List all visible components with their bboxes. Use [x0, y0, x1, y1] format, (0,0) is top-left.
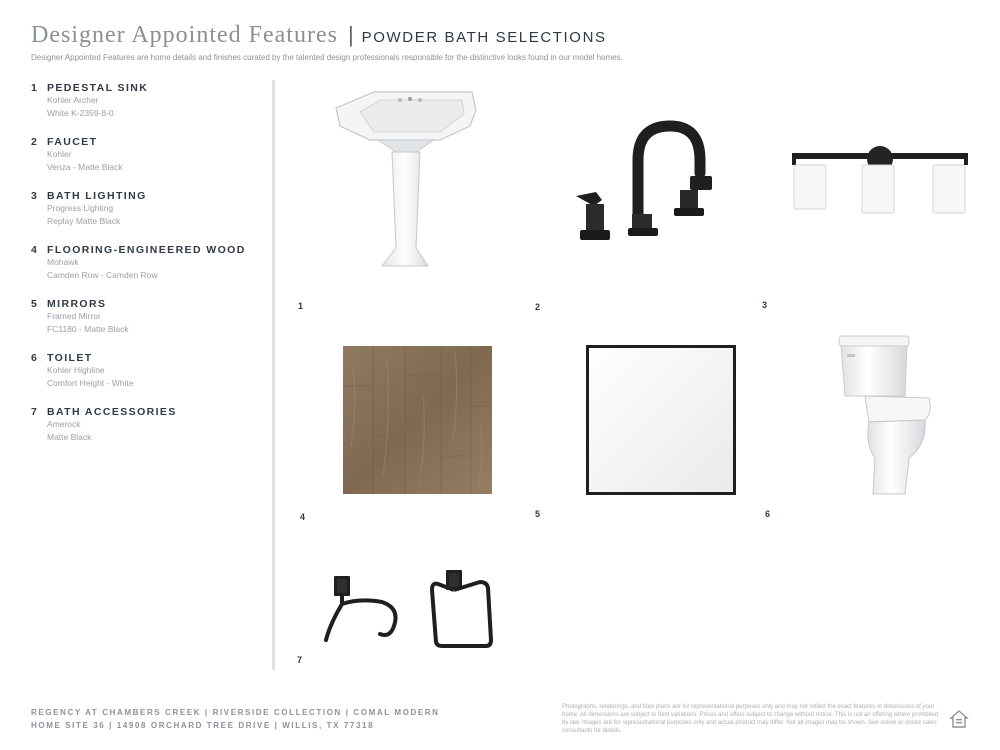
photo-number: 5 — [535, 509, 541, 519]
footer-address — [31, 708, 440, 734]
item-brand: Framed Mirror — [47, 311, 101, 321]
item-model: White K-2359-8-0 — [47, 107, 114, 118]
pedestal-sink-photo — [330, 88, 480, 273]
photo-number: 2 — [535, 302, 541, 312]
selection-item — [31, 190, 266, 227]
title-row — [31, 22, 971, 49]
item-brand: Kohler — [47, 149, 72, 159]
photo-number: 7 — [297, 655, 303, 665]
item-number: 5 — [31, 298, 39, 310]
item-name: TOILET — [47, 352, 93, 364]
bath-accessories-photo — [320, 568, 500, 650]
item-name: FAUCET — [47, 136, 98, 148]
item-brand: Mohawk — [47, 257, 79, 267]
selection-item — [31, 352, 266, 389]
equal-housing-icon — [949, 709, 969, 729]
legal-disclaimer: Photographs, renderings, and floor plans are for representational purposes only and may not reflect the exact features or dimensions of your home. All dimensions are subject to field variations. Prices and offers subject to change without notice. This is not an offering where prohibited by law. Images are for representational purposes only and actual product may differ. Not all images may be shown. See online or onsite sales consultants for details. — [562, 704, 939, 734]
intro-text: Designer Appointed Features are home details and finishes curated by the talented design professionals responsible for the distinctive looks found in our model homes. — [31, 53, 623, 62]
column-divider — [272, 80, 275, 670]
toilet-photo — [835, 334, 935, 500]
item-model: Comfort Height - White — [47, 377, 134, 388]
item-brand: Kohler Highline — [47, 365, 105, 375]
item-brand: Kohler Archer — [47, 95, 99, 105]
photo-number: 3 — [762, 300, 768, 310]
item-model: Camden Row - Camden Row — [47, 269, 158, 280]
page-title: Designer Appointed Features — [31, 22, 338, 48]
item-name: BATH ACCESSORIES — [47, 406, 177, 418]
item-name: PEDESTAL SINK — [47, 82, 149, 94]
item-model: FC1180 - Matte Black — [47, 323, 129, 334]
photo-number: 1 — [298, 301, 304, 311]
item-number: 2 — [31, 136, 39, 148]
item-number: 1 — [31, 82, 39, 94]
item-brand: Progress Lighting — [47, 203, 114, 213]
item-number: 7 — [31, 406, 39, 418]
selection-item — [31, 244, 266, 281]
page-header — [31, 22, 971, 62]
framed-mirror-photo — [586, 345, 736, 495]
selection-item — [31, 82, 266, 119]
faucet-photo — [572, 118, 742, 253]
photo-number: 6 — [765, 509, 771, 519]
item-name: BATH LIGHTING — [47, 190, 147, 202]
item-number: 6 — [31, 352, 39, 364]
selection-item — [31, 298, 266, 335]
page-subtitle: POWDER BATH SELECTIONS — [361, 29, 607, 46]
item-model: Replay Matte Black — [47, 215, 121, 226]
selection-item — [31, 136, 266, 173]
photo-number: 4 — [300, 512, 306, 522]
footer-homesite: HOME SITE 36 | 14908 ORCHARD TREE DRIVE | WILLIS, TX 77318 — [31, 721, 375, 730]
title-separator: | — [347, 22, 354, 47]
item-model: Matte Black — [47, 431, 92, 442]
item-number: 3 — [31, 190, 39, 202]
item-name: FLOORING-ENGINEERED WOOD — [47, 244, 246, 256]
bath-light-photo — [790, 143, 970, 218]
item-model: Venza - Matte Black — [47, 161, 123, 172]
item-number: 4 — [31, 244, 39, 256]
selection-list — [31, 82, 266, 460]
item-brand: Amerock — [47, 419, 81, 429]
selection-item — [31, 406, 266, 443]
wood-flooring-swatch — [343, 346, 492, 494]
item-name: MIRRORS — [47, 298, 107, 310]
footer-community: REGENCY AT CHAMBERS CREEK | RIVERSIDE COLLECTION | COMAL MODERN — [31, 708, 440, 717]
